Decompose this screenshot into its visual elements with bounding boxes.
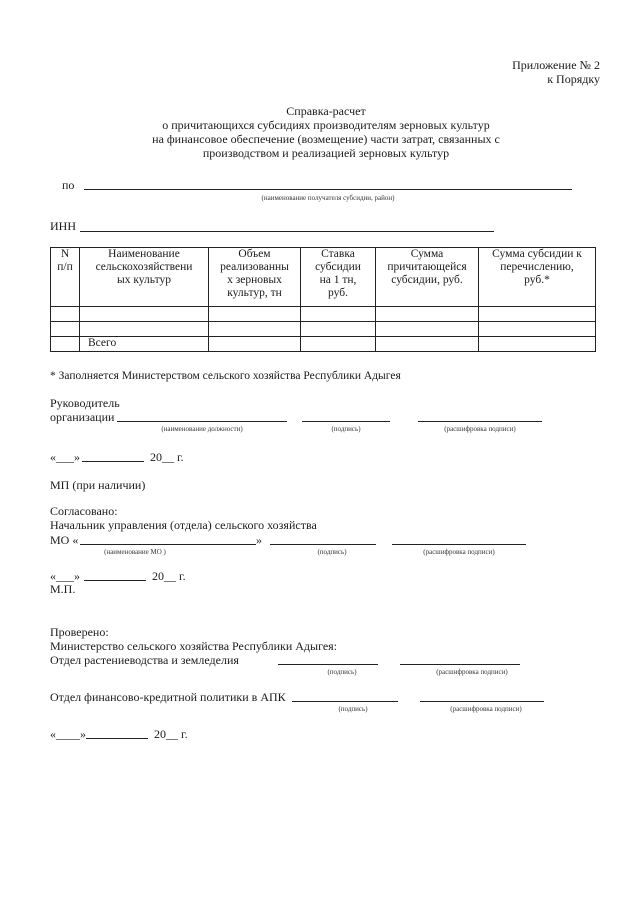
date3-year[interactable]: 20__ г. — [154, 727, 188, 741]
dept2-decoding-hint: (расшифровка подписи) — [450, 705, 522, 713]
date2-day[interactable]: «___» — [50, 569, 80, 583]
head-title-line-2: организации — [50, 410, 115, 424]
dept2-decoding-field[interactable] — [420, 701, 544, 702]
dept1-signature-hint: (подпись) — [327, 668, 357, 676]
header-cell-rate: Ставка субсидии на 1 тн, руб. — [301, 248, 376, 307]
recipient-label: по — [62, 178, 75, 192]
checked-dept-2: Отдел финансово-кредитной политики в АПК — [50, 690, 286, 704]
recipient-field[interactable] — [84, 189, 572, 190]
head-decoding-hint: (расшифровка подписи) — [444, 425, 516, 433]
date1-year[interactable]: 20__ г. — [150, 450, 184, 464]
agreed-decoding-hint: (расшифровка подписи) — [423, 548, 495, 556]
agreed-line-1: Начальник управления (отдела) сельского хозяйства — [50, 518, 317, 532]
recipient-hint: (наименование получателя субсидии, район) — [261, 194, 395, 202]
agreed-mo-hint: (наименование МО ) — [104, 548, 166, 556]
dept2-signature-field[interactable] — [292, 701, 398, 702]
inn-label: ИНН — [50, 219, 76, 233]
footnote: * Заполняется Министерством сельского хозяйства Республики Адыгея — [50, 370, 401, 382]
checked-line-1: Министерство сельского хозяйства Республики Адыгея: — [50, 639, 338, 653]
mp-label: М.П. — [50, 582, 76, 596]
total-label: Всего — [80, 337, 209, 352]
agreed-mo-close: » — [256, 533, 262, 547]
head-decoding-field[interactable] — [418, 421, 542, 422]
stamp-label: МП (при наличии) — [50, 478, 146, 492]
header-cell-transfer-amount: Сумма субсидии к перечислению, руб.* — [479, 248, 596, 307]
table-total-row — [51, 337, 596, 352]
table-row — [51, 322, 596, 337]
agreed-decoding-field[interactable] — [392, 544, 526, 545]
agreed-signature-field[interactable] — [270, 544, 376, 545]
head-title-line-1: Руководитель — [50, 396, 120, 410]
agreed-title: Согласовано: — [50, 504, 118, 518]
checked-title: Проверено: — [50, 625, 109, 639]
head-signature-hint: (подпись) — [331, 425, 361, 433]
dept1-decoding-field[interactable] — [400, 664, 520, 665]
dept1-decoding-hint: (расшифровка подписи) — [436, 668, 508, 676]
head-position-field[interactable] — [117, 421, 287, 422]
agreed-mo-field[interactable] — [80, 544, 256, 545]
date3-day[interactable]: «____» — [50, 727, 86, 741]
date2-month-field[interactable] — [84, 580, 146, 581]
table-header-row — [51, 248, 596, 307]
date1-day[interactable]: «___» — [50, 450, 80, 464]
header-cell-due-amount: Сумма причитающейся субсидии, руб. — [376, 248, 479, 307]
agreed-mo-open: МО « — [50, 533, 79, 547]
header-cell-volume: Объем реализованны х зерновых культур, тн — [209, 248, 301, 307]
date1-month-field[interactable] — [82, 461, 144, 462]
date3-month-field[interactable] — [86, 738, 148, 739]
agreed-signature-hint: (подпись) — [317, 548, 347, 556]
dept1-signature-field[interactable] — [278, 664, 378, 665]
date2-year[interactable]: 20__ г. — [152, 569, 186, 583]
title-line-2: о причитающихся субсидиях производителям зерновых культур — [162, 118, 490, 132]
head-position-hint: (наименование должности) — [161, 425, 243, 433]
appendix-line-1: Приложение № 2 — [512, 58, 600, 72]
table-row — [51, 307, 596, 322]
title-line-4: производством и реализацией зерновых культур — [202, 146, 450, 160]
title-line-3: на финансовое обеспечение (возмещение) части затрат, связанных с — [152, 132, 500, 146]
dept2-signature-hint: (подпись) — [338, 705, 368, 713]
header-cell-num: N п/п — [51, 248, 80, 307]
appendix-line-2: к Порядку — [547, 72, 600, 86]
subsidy-table — [50, 247, 596, 352]
inn-field[interactable] — [80, 231, 494, 232]
title-line-1: Справка-расчет — [286, 104, 366, 118]
checked-dept-1: Отдел растениеводства и земледелия — [50, 653, 239, 667]
head-signature-field[interactable] — [302, 421, 390, 422]
header-cell-crop-name: Наименование сельскохозяйствени ых культур — [80, 248, 209, 307]
